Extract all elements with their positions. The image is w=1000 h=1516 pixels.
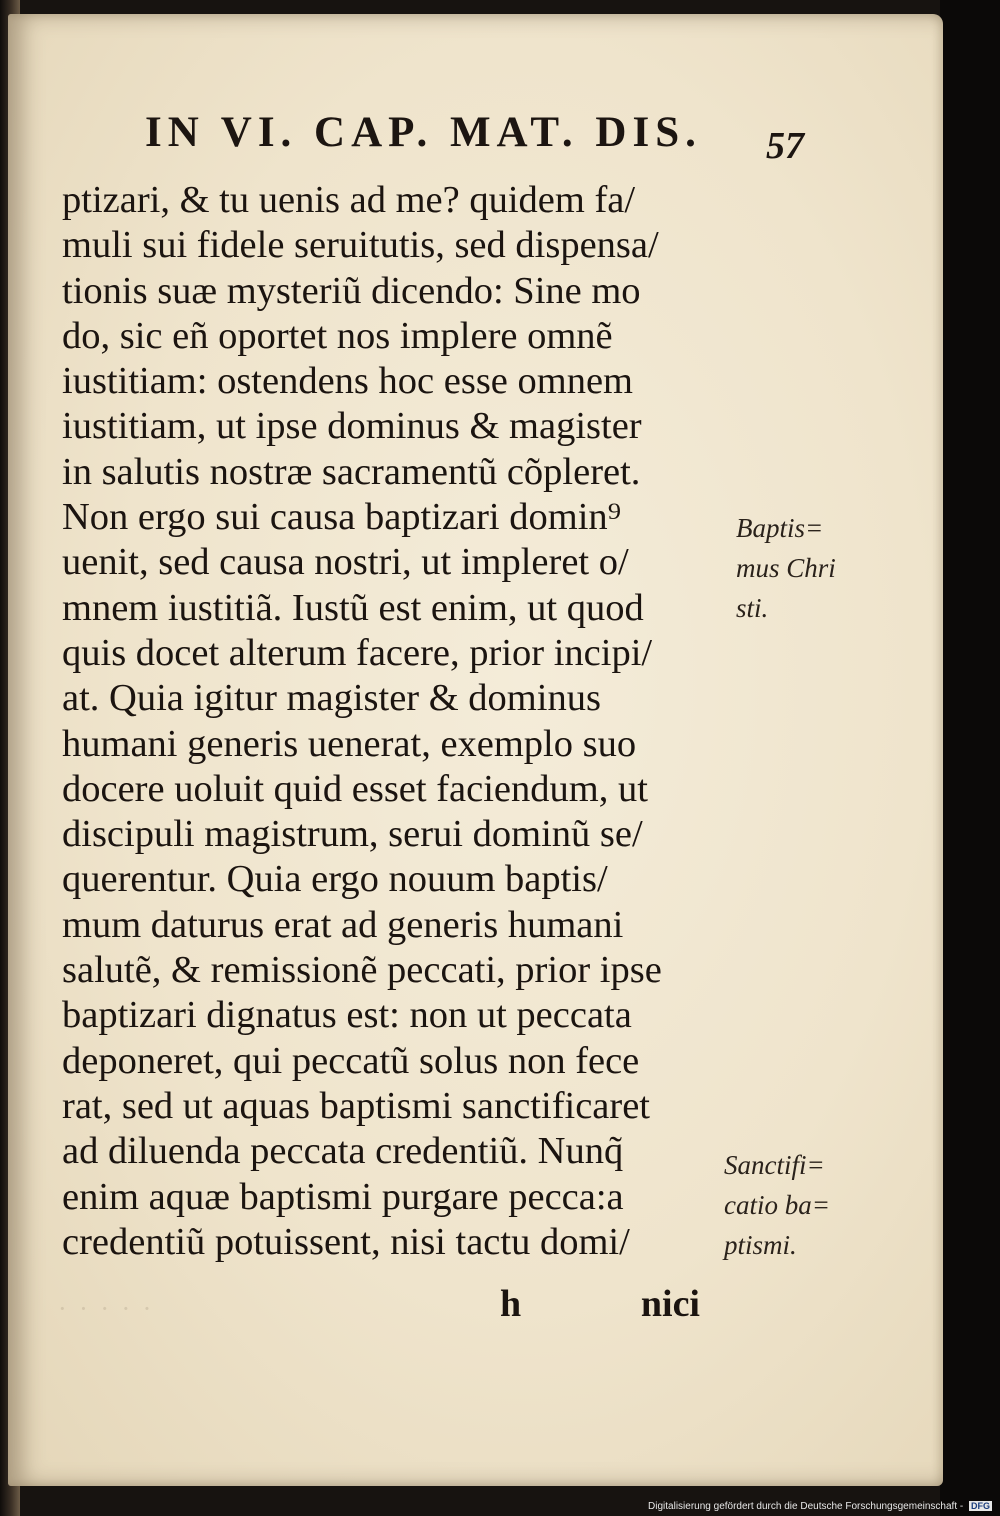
folio-number: 57 <box>766 125 804 167</box>
margin-note-line: ptismi. <box>724 1230 797 1260</box>
text-line: Non ergo sui causa baptizari domin⁹ <box>62 496 622 539</box>
text-line: iustitiam: ostendens hoc esse omnem <box>62 360 633 403</box>
text-line: humani generis uenerat, exemplo suo <box>62 722 637 765</box>
text-line: do, sic eñ oportet nos implere omnẽ <box>62 314 613 357</box>
text-line: quis docet alterum facere, prior incipi/ <box>62 631 653 674</box>
margin-note-line: mus Chri <box>736 553 836 583</box>
digitization-credit <box>648 1501 992 1512</box>
text-line: enim aquæ baptismi purgare pecca:a <box>62 1175 624 1218</box>
running-head: IN VI. CAP. MAT. DIS. <box>145 109 702 156</box>
margin-note-line: Baptis= <box>736 513 824 543</box>
text-line: deponeret, qui peccatũ solus non fece <box>62 1039 640 1082</box>
main-text-block <box>62 178 722 1265</box>
catchword: nici <box>640 1283 700 1325</box>
signature-mark: h <box>500 1283 522 1325</box>
margin-note-line: catio ba= <box>724 1190 830 1220</box>
text-line: muli sui fidele seruitutis, sed dispensa/ <box>62 224 659 267</box>
page-foot <box>500 1282 730 1332</box>
text-line: discipuli magistrum, serui dominũ se/ <box>62 813 643 856</box>
text-line: ad diluenda peccata credentiũ. Nunq̃ <box>62 1130 624 1173</box>
scan-background <box>940 0 1000 1516</box>
text-line: mnem iustitiã. Iustũ est enim, ut quod <box>62 586 644 629</box>
text-line: rat, sed ut aquas baptismi sanctificaret <box>62 1084 650 1127</box>
credit-text: Digitalisierung gefördert durch die Deutsche Forschungsgemeinschaft - <box>648 1501 964 1512</box>
text-line: baptizari dignatus est: non ut peccata <box>62 994 632 1037</box>
margin-note-baptism <box>736 508 836 628</box>
text-line: mum daturus erat ad generis humani <box>62 903 624 946</box>
text-line: ptizari, & tu uenis ad me? quidem fa/ <box>62 179 636 221</box>
text-line: docere uoluit quid esset faciendum, ut <box>62 767 648 810</box>
text-line: at. Quia igitur magister & dominus <box>62 677 601 720</box>
text-line: uenit, sed causa nostri, ut impleret o/ <box>62 541 629 584</box>
margin-note-sanctification <box>724 1145 830 1265</box>
text-line: credentiũ potuissent, nisi tactu domi/ <box>62 1220 630 1263</box>
dfg-logo: DFG <box>971 1501 990 1511</box>
text-line: tionis suæ mysteriũ dicendo: Sine mo <box>62 269 641 312</box>
margin-note-line: Sanctifi= <box>724 1150 825 1180</box>
margin-note-line: sti. <box>736 593 769 623</box>
text-line: in salutis nostræ sacramentũ cõpleret. <box>62 450 641 493</box>
text-line: salutẽ, & remissionẽ peccati, prior ipse <box>62 949 662 992</box>
text-line: querentur. Quia ergo nouum baptis/ <box>62 858 608 901</box>
text-line: iustitiam, ut ipse dominus & magister <box>62 405 642 448</box>
bleed-through-stain: · · · · · <box>58 1294 155 1323</box>
